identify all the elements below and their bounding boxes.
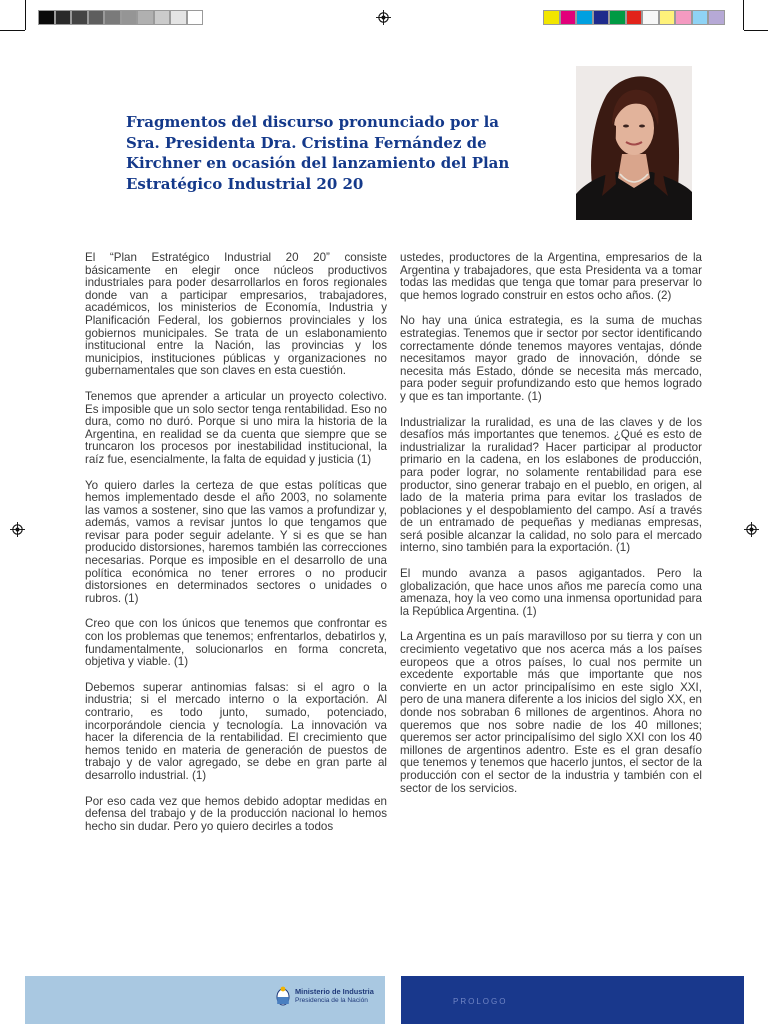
coat-of-arms-icon	[275, 986, 291, 1006]
speech-paragraph: El mundo avanza a pasos agigantados. Pero la globalización, que hace unos años me parecía como una amenaza, hoy la veo como una inmensa oportunidad para la República Argentina. (1)	[400, 567, 702, 618]
speech-paragraph: Debemos superar antinomias falsas: si el agro o la industria; si el mercado interno o la exportación. Al contrario, es todo junto, sumado, potenciado, incorporándole ciencia y tecnología. La innovación va hacer la diferencia de la rentabilidad. El crecimiento que hemos tenido en materia de generación de puestos de trabajo y de valor agregado, se debe en gran parte al desarrollo industrial. (1)	[85, 680, 387, 782]
speech-paragraph: Tenemos que aprender a articular un proyecto colectivo. Es imposible que un solo sector tenga rentabilidad. Eso no dura, como no duró. Porque si uno mira la historia de la Argentina, en realidad se da cuenta que siempre que se truncaron los procesos por inestabilidad institucional, la raíz fue, esencialmente, la falta de equidad y justicia (1)	[85, 389, 387, 466]
color-swatch	[154, 10, 171, 25]
document-title: Fragmentos del discurso pronunciado por la Sra. Presidenta Dra. Cristina Fernández de Kirchner en ocasión del lanzamiento del Plan Estratégico Industrial 20 20	[126, 113, 510, 193]
left-text-column	[85, 252, 387, 846]
color-swatch	[104, 10, 121, 25]
crop-mark	[25, 0, 26, 30]
registration-mark-icon	[10, 522, 25, 537]
color-swatch	[71, 10, 88, 25]
portrait-photo	[576, 66, 692, 220]
registration-mark-icon	[376, 10, 391, 25]
color-swatch	[137, 10, 154, 25]
color-swatch	[560, 10, 577, 25]
speech-paragraph: Creo que con los únicos que tenemos que confrontar es con los problemas que tenemos; enfrentarlos, debatirlos y, fundamentalmente, solucionarlos en forma concreta, objetiva y viable. (1)	[85, 617, 387, 669]
registration-mark-icon	[744, 522, 759, 537]
speech-paragraph: ustedes, productores de la Argentina, empresarios de la Argentina y trabajadores, que esta Presidenta va a tomar todas las medidas que tenga que tomar para preservar lo que hemos logrado construir en estos ocho años. (2)	[400, 251, 702, 302]
right-text-column	[400, 252, 702, 808]
color-swatch	[708, 10, 725, 25]
color-swatch	[692, 10, 709, 25]
cmyk-color-bar	[543, 10, 725, 25]
speech-paragraph: No hay una única estrategia, es la suma de muchas estrategias. Tenemos que ir sector por sector identificando correctamente dónde tenemos mayores ventajas, dónde necesitamos mayor grado de innovación, dónde se necesita más Estado, dónde se necesita más mercado, para poder seguir profundizando esto que hemos logrado y que es tan importante. (1)	[400, 314, 702, 403]
presidency-name: Presidencia de la Nación	[295, 997, 368, 1004]
footer-section-band	[401, 976, 744, 1024]
color-swatch	[642, 10, 659, 25]
color-swatch	[576, 10, 593, 25]
color-swatch	[55, 10, 72, 25]
grayscale-color-bar	[38, 10, 203, 25]
color-swatch	[593, 10, 610, 25]
speech-paragraph: La Argentina es un país maravilloso por su tierra y con un crecimiento vegetativo que nos acerca más a los países europeos que a otros países, lo cual nos permite un excedente exportable más que importante que nos convierte en un actor principalísimo en este siglo XXI, pero de una manera diferente a los inicios del siglo XX, en donde nos sobraban 6 millones de argentinos. Ahora no queremos que nos sobre nadie de los 40 millones; queremos ser actor principalísimo del siglo XXI con los 40 millones de argentinos adentro. Este es el gran desafío que tenemos y tenemos que hacerlo juntos, el sector de la producción con el sector de la industria y también con el sector de los servicios.	[400, 630, 702, 795]
color-swatch	[187, 10, 204, 25]
color-swatch	[543, 10, 560, 25]
color-swatch	[88, 10, 105, 25]
speech-paragraph: Yo quiero darles la certeza de que estas políticas que hemos implementado desde el año 2003, no solamente las vamos a sostener, sino que las vamos a profundizar y, además, vamos a revisar juntos lo que tengamos que revisar para poder seguir adelante. Y si es que se han producido distorsiones, haremos también las correcciones necesarias. Porque es imposible en el desarrollo de una política económica no tener errores o no producir distorsiones en determinados sectores o unidades o rubros. (1)	[85, 478, 387, 605]
speech-paragraph: Por eso cada vez que hemos debido adoptar medidas en defensa del trabajo y de la producción nacional lo hemos hecho sin dudar. Pero yo quiero decirles a todos	[85, 794, 387, 833]
color-swatch	[626, 10, 643, 25]
color-swatch	[609, 10, 626, 25]
crop-mark	[0, 30, 25, 31]
ministry-name: Ministerio de Industria	[295, 987, 374, 996]
color-swatch	[121, 10, 138, 25]
color-swatch	[38, 10, 55, 25]
color-swatch	[659, 10, 676, 25]
color-swatch	[675, 10, 692, 25]
footer-ministry-band	[25, 976, 385, 1024]
ministry-logo	[275, 986, 374, 1006]
speech-paragraph: Industrializar la ruralidad, es una de las claves y de los desafíos más importantes que tenemos. ¿Qué es esto de industrializar la ruralidad? Hacer participar al productor primario en la cadena, en los eslabones de producción, para poder lograr, no solamente rentabilidad para ese productor, sino generar trabajo en el pueblo, en origen, al lado de la materia prima para evitar los traslados de poblaciones y el despoblamiento del campo. Así a través de un entramado de pequeñas y medianas empresas, será posible alcanzar la calidad, no solo para el mercado interno, sino también para la exportación. (1)	[400, 415, 702, 555]
color-swatch	[170, 10, 187, 25]
crop-mark	[744, 30, 768, 31]
crop-mark	[743, 0, 744, 30]
section-label: PROLOGO	[453, 997, 508, 1006]
speech-paragraph: El “Plan Estratégico Industrial 20 20” consiste básicamente en elegir once núcleos productivos industriales para poder desarrollarlos en foros regionales donde van a participar empresarios, trabajadores, académicos, los ministerios de Economía, Industria y Planificación Federal, los gobiernos provinciales y los gobiernos municipales. Se trata de un eslabonamiento institucional entre la Nación, las provincias y los municipios, instituciones públicas y organizaciones no gubernamentales que son claves en esta cuestión.	[85, 251, 387, 378]
